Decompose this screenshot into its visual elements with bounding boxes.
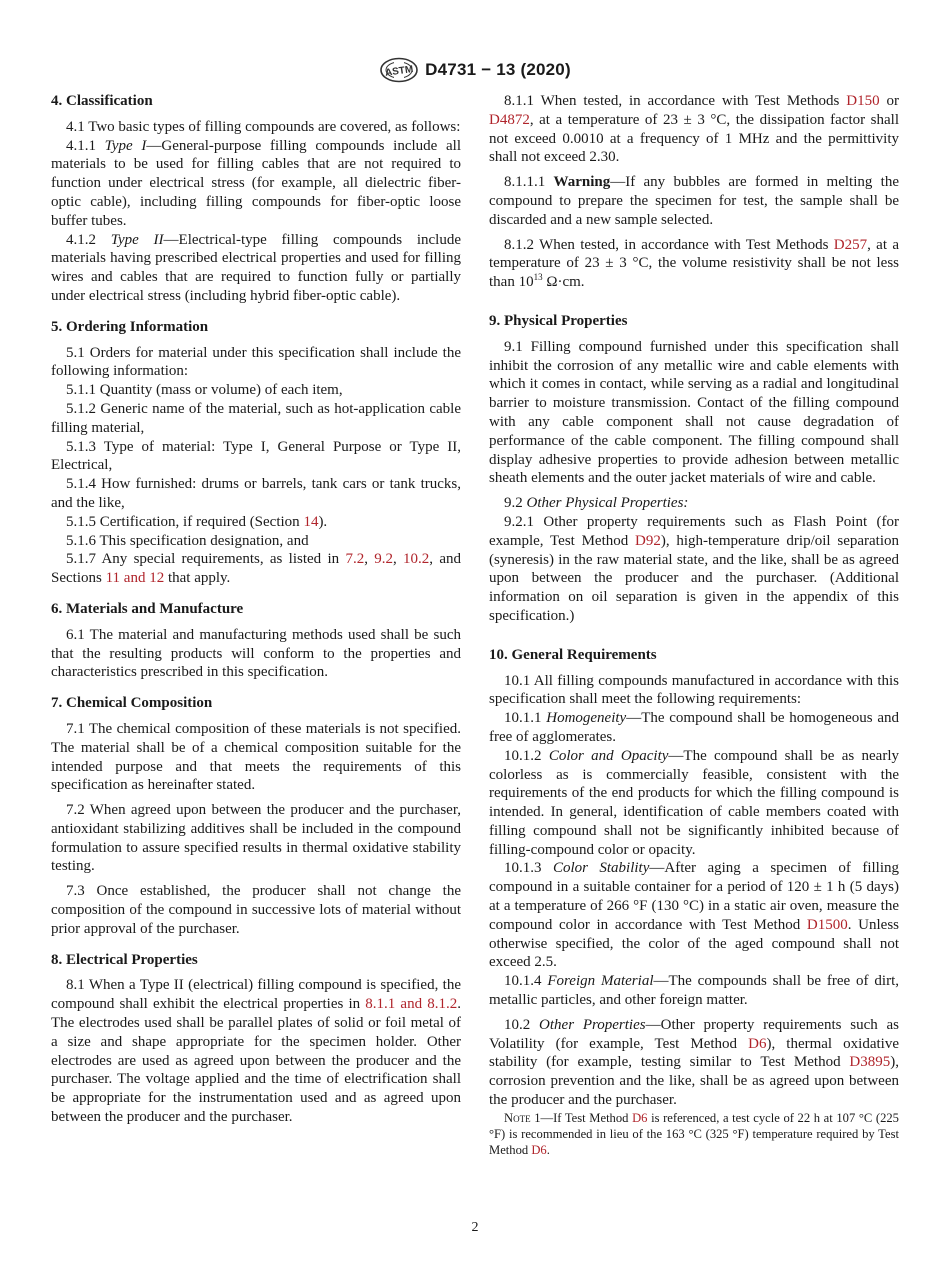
note-text: . bbox=[546, 1142, 550, 1157]
exponent: 13 bbox=[533, 272, 543, 283]
para-4-1-1 bbox=[51, 137, 461, 231]
para-text: Ω·cm. bbox=[542, 274, 585, 291]
para-6-1: 6.1 The material and manufacturing methods used shall be such that the resulting products will conform to the properties and characteristics prescribed in this specification. bbox=[51, 626, 461, 681]
term-type-ii: Type II bbox=[110, 231, 164, 248]
section-9-heading: 9. Physical Properties bbox=[489, 312, 628, 329]
page-number: 2 bbox=[471, 1220, 479, 1235]
para-9-2-1 bbox=[489, 513, 899, 626]
para-5-1-4: 5.1.4 How furnished: drums or barrels, tank cars or tank trucks, and the like, bbox=[51, 476, 461, 511]
term-other-properties: Other Properties bbox=[539, 1016, 646, 1033]
para-number: 10.1.3 bbox=[504, 860, 553, 877]
para-5-1-2: 5.1.2 Generic name of the material, such as hot-application cable filling material, bbox=[51, 400, 461, 436]
term-color-opacity: Color and Opacity bbox=[548, 747, 669, 764]
note-1 bbox=[489, 1110, 899, 1158]
para-text: 8.1.1 When tested, in accordance with Test Methods bbox=[504, 93, 847, 109]
para-text: or bbox=[879, 93, 899, 109]
para-text: —The compound shall be as nearly colorless as is commercially feasible, consistent with the requirements of the end products for which the filling compound is intended. In general, identification of cable members coated with filling compound shall not be significantly inhibited because of filling-compound color or opacity. bbox=[489, 747, 900, 858]
para-7-1: 7.1 The chemical composition of these materials is not specified. The material shall be of a chemical composition suitable for the intended purpose and that meets the requirements of this specification as hereinafter stated. bbox=[51, 720, 461, 794]
section-8-heading: 8. Electrical Properties bbox=[51, 951, 198, 968]
ref-link-d257[interactable]: D257 bbox=[833, 236, 868, 253]
ref-link-d1500[interactable]: D1500 bbox=[806, 916, 848, 933]
document-designation: D4731 − 13 (2020) bbox=[425, 60, 571, 79]
para-text: , and Sections bbox=[51, 551, 461, 587]
ref-link-d6-note-2[interactable]: D6 bbox=[531, 1142, 547, 1157]
para-text: ). bbox=[318, 513, 328, 530]
para-text: that apply. bbox=[164, 570, 231, 587]
para-4-1: 4.1 Two basic types of filling compounds are covered, as follows: bbox=[66, 118, 461, 135]
running-header bbox=[0, 57, 950, 83]
para-5-1-1: 5.1.1 Quantity (mass or volume) of each item, bbox=[66, 382, 343, 399]
para-9-2 bbox=[489, 494, 899, 513]
para-number: 4.1.1 bbox=[66, 137, 105, 154]
para-text: , at a temperature of 23 ± 3 °C, the dissipation factor shall not exceed 0.0010 at a frequency of 1 MHz and the permittivity shall not exceed 2.30. bbox=[489, 111, 899, 166]
para-text: —If any bubbles are formed in melting the compound to prepare the specimen for test, the sample shall be discarded and a new sample selected. bbox=[489, 174, 900, 228]
para-text: . The electrodes used shall be parallel plates of solid or foil metal of a size and shape appropriate for the specimen holder. Other electrodes are used as agreed upon between the producer and the purchaser. The voltage applied and the time of electrification shall be appropriate for the instrumentation used and as agreed upon between the producer and the purchaser. bbox=[51, 996, 461, 1126]
ref-link-d6-note[interactable]: D6 bbox=[632, 1110, 648, 1125]
section-6-heading: 6. Materials and Manufacture bbox=[51, 600, 244, 617]
left-column bbox=[51, 92, 461, 1127]
ref-link-d6[interactable]: D6 bbox=[748, 1035, 767, 1052]
para-10-2 bbox=[489, 1016, 899, 1110]
svg-text:ASTM: ASTM bbox=[384, 64, 415, 79]
ref-link-d92[interactable]: D92 bbox=[635, 532, 661, 549]
separator: , bbox=[392, 551, 404, 568]
para-number: 10.2 bbox=[504, 1016, 540, 1033]
term-color-stability: Color Stability bbox=[552, 860, 650, 877]
para-5-1-6: 5.1.6 This specification designation, and bbox=[66, 532, 309, 549]
ref-link-10-2[interactable]: 10.2 bbox=[403, 551, 430, 568]
para-7-2: 7.2 When agreed upon between the producer and the purchaser, antioxidant stabilizing additives shall be included in the compound formulation to assure specified results in thermal oxidative stability testing. bbox=[51, 802, 461, 875]
term-foreign-material: Foreign Material bbox=[547, 973, 654, 990]
para-text: 9.2.1 Other property requirements such as Flash Point (for example, Test Method bbox=[489, 513, 899, 549]
para-5-1: 5.1 Orders for material under this specification shall include the following information: bbox=[51, 344, 461, 380]
para-10-1-1 bbox=[489, 709, 899, 747]
para-text: 5.1.7 Any special requirements, as listed in bbox=[66, 551, 346, 568]
ref-link-8-1-1-and-8-1-2[interactable]: 8.1.1 and 8.1.2 bbox=[365, 996, 458, 1013]
para-number: 8.1.1.1 bbox=[504, 174, 554, 191]
para-10-1-3 bbox=[489, 859, 899, 972]
para-text: 8.1.2 When tested, in accordance with Test Methods bbox=[504, 236, 834, 253]
para-8-1-1-1 bbox=[489, 173, 899, 229]
para-text: ), thermal oxidative stability (for example, testing similar to Test Method bbox=[489, 1035, 899, 1071]
para-text: 5.1.5 Certification, if required (Section bbox=[66, 513, 304, 530]
para-9-1: 9.1 Filling compound furnished under this specification shall inhibit the corrosion of any metallic wire and cable elements with which it comes in contact, while serving as a radial and longitudinal barrier to moisture transmission. Contact of the filling compound with any cable component shall not cause degradation of performance of the cable component. The filling compound shall display adhesive properties to provide adhesion between metallic sheath elements and the outer jacket materials of wire and cable. bbox=[489, 338, 899, 487]
para-8-1-2 bbox=[489, 236, 899, 292]
ref-link-d150[interactable]: D150 bbox=[846, 93, 880, 109]
para-text: —The compounds shall be free of dirt, metallic particles, and other foreign matter. bbox=[489, 973, 899, 1009]
warning-label: Warning bbox=[553, 174, 611, 191]
section-4-heading: 4. Classification bbox=[51, 93, 153, 109]
para-4-1-2 bbox=[51, 231, 461, 306]
note-label: Note 1 bbox=[504, 1110, 541, 1125]
right-column bbox=[489, 92, 899, 1158]
ref-link-d4872[interactable]: D4872 bbox=[489, 111, 530, 128]
para-10-1-4 bbox=[489, 972, 899, 1010]
term-homogeneity: Homogeneity bbox=[546, 710, 627, 727]
section-7-heading: 7. Chemical Composition bbox=[51, 695, 213, 712]
para-10-1: 10.1 All filling compounds manufactured in accordance with this specification shall meet the following requirements: bbox=[489, 672, 899, 708]
para-text: ), corrosion prevention and the like, shall be as agreed upon between the producer and the purchaser. bbox=[489, 1054, 899, 1109]
astm-logo-icon bbox=[379, 57, 419, 83]
para-7-3: 7.3 Once established, the producer shall not change the composition of the compound in successive lots of material without prior approval of the purchaser. bbox=[51, 883, 461, 937]
ref-link-7-2[interactable]: 7.2 bbox=[345, 551, 365, 568]
para-text: —General-purpose filling compounds include all materials to be used for filling cables that are not required to function under electrical stress (for example, all dielectric fiber-optic cable), including filling compounds for fiber-optic loose buffer tubes. bbox=[51, 137, 461, 229]
separator: , bbox=[364, 551, 375, 568]
para-text: ), high-temperature drip/oil separation (syneresis) in the raw material state, and the like, shall be as agreed upon between the producer and the purchaser. (Additional information on oil separation is given in the appendix of this specification.) bbox=[489, 532, 900, 624]
para-5-1-3: 5.1.3 Type of material: Type I, General Purpose or Type II, Electrical, bbox=[51, 438, 461, 474]
para-text: —After aging a specimen of filling compound in a suitable container for a period of 120 ± 1 h (5 days) at a temperature of 266 °F (130 °C) in a static air oven, measure the compound color in accordance with Test Method bbox=[489, 860, 900, 933]
para-5-1-7 bbox=[51, 550, 461, 588]
para-text: 8.1 When a Type II (electrical) filling compound is specified, the compound shall exhibit the electrical properties in bbox=[51, 977, 461, 1013]
para-number: 9.2 bbox=[504, 495, 527, 512]
para-number: 10.1.1 bbox=[504, 710, 547, 727]
para-number: 10.1.2 bbox=[504, 747, 549, 764]
para-text: . Unless otherwise specified, the color of the aged compound shall not exceed 2.5. bbox=[489, 916, 900, 971]
section-5-heading: 5. Ordering Information bbox=[51, 318, 209, 335]
ref-link-section-14[interactable]: 14 bbox=[303, 513, 319, 530]
note-text: —If Test Method bbox=[540, 1110, 633, 1125]
para-text: —Electrical-type filling compounds include materials having prescribed electrical properties and used for filling wires and cables that are required to function fully or partially under electrical stress (including hybrid fiber-optic cable). bbox=[51, 231, 462, 304]
para-10-1-2 bbox=[489, 747, 899, 860]
ref-link-9-2[interactable]: 9.2 bbox=[374, 551, 393, 568]
note-text: is referenced, a test cycle of 22 h at 107 °C (225 °F) is recommended in lieu of the 163 °C (325 °F) temperature required by Test Method bbox=[489, 1110, 899, 1157]
para-8-1 bbox=[51, 976, 461, 1126]
para-8-1-1 bbox=[489, 92, 899, 167]
para-number: 10.1.4 bbox=[504, 973, 548, 990]
ref-link-sections-11-12[interactable]: 11 and 12 bbox=[105, 570, 165, 587]
para-5-1-5 bbox=[51, 513, 461, 532]
para-number: 4.1.2 bbox=[66, 231, 111, 248]
section-10-heading: 10. General Requirements bbox=[489, 646, 657, 663]
ref-link-d3895[interactable]: D3895 bbox=[849, 1054, 891, 1071]
para-text: , at a temperature of 23 ± 3 °C, the volume resistivity shall be not less than 10 bbox=[489, 236, 899, 291]
para-text: —Other property requirements such as Volatility (for example, Test Method bbox=[489, 1016, 900, 1052]
para-text: —The compound shall be homogeneous and free of agglomerates. bbox=[489, 710, 899, 745]
term-other-physical-properties: Other Physical Properties: bbox=[526, 495, 689, 512]
term-type-i: Type I bbox=[104, 137, 147, 154]
